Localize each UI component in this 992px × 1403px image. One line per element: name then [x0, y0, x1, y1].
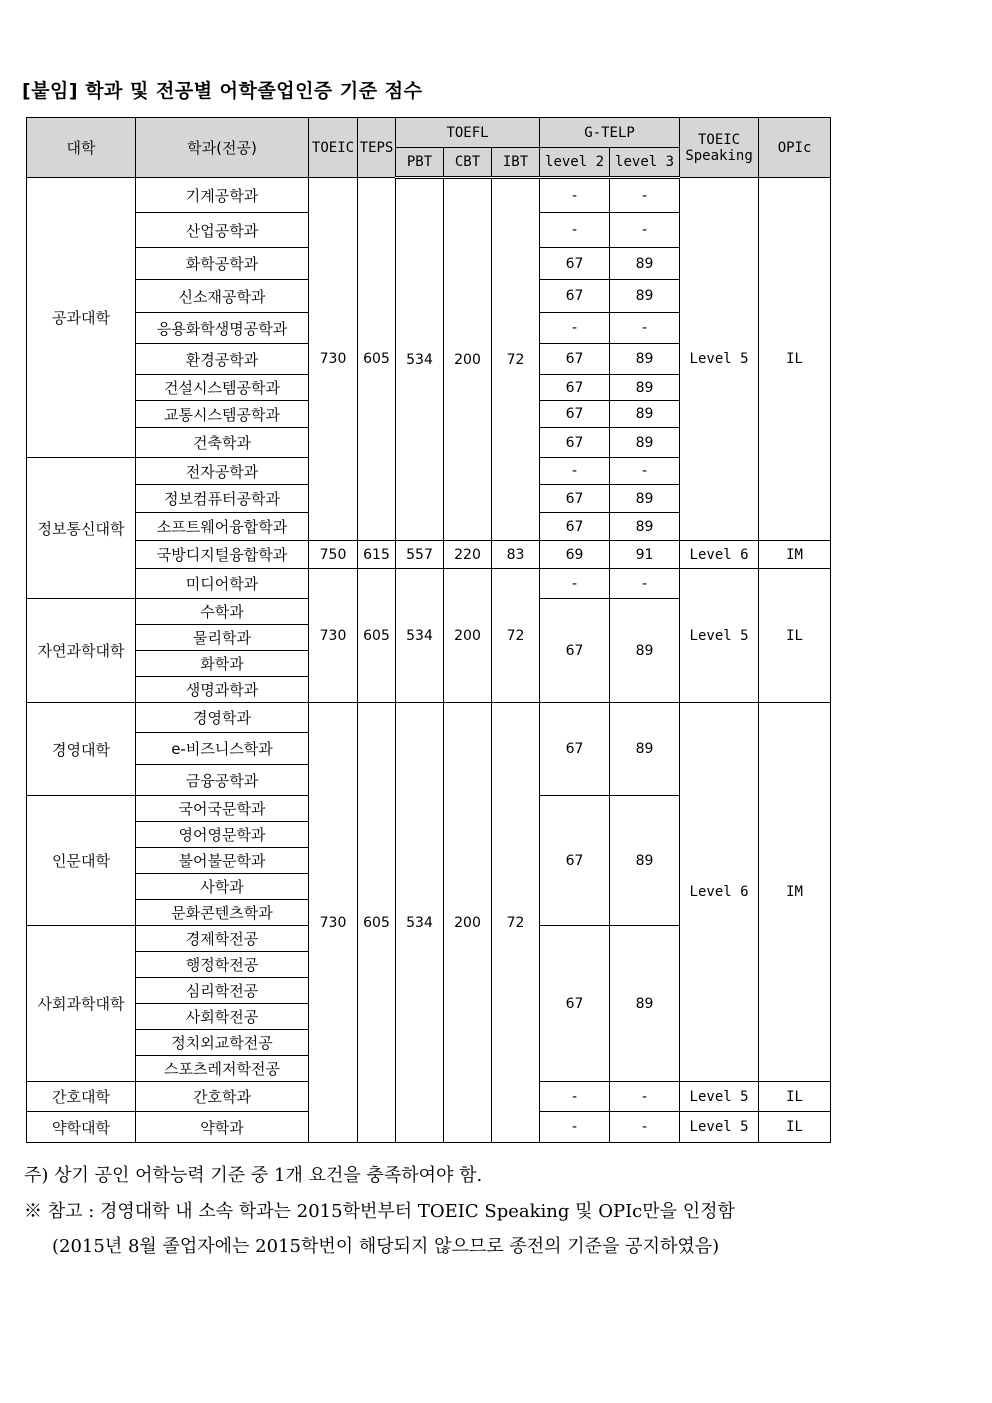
level2-cell: -	[540, 1112, 610, 1143]
speaking-cell: Level 5	[680, 1082, 759, 1112]
college-cell: 약학대학	[27, 1112, 136, 1143]
pbt-cell: 534	[396, 703, 444, 1143]
dept-cell: 금융공학과	[136, 765, 309, 796]
header-toeic-speaking: TOEIC Speaking	[680, 118, 759, 178]
dept-cell: 물리학과	[136, 625, 309, 651]
dept-cell: 교통시스템공학과	[136, 401, 309, 428]
speaking-cell: Level 5	[680, 178, 759, 541]
dept-cell: 간호학과	[136, 1082, 309, 1112]
header-college: 대학	[27, 118, 136, 178]
level3-cell: -	[610, 569, 680, 599]
ibt-cell: 72	[492, 178, 540, 541]
dept-cell: 심리학전공	[136, 978, 309, 1004]
level3-cell: 89	[610, 796, 680, 926]
teps-cell: 605	[358, 569, 396, 703]
dept-cell: 환경공학과	[136, 344, 309, 375]
header-level2: level 2	[540, 148, 610, 178]
dept-cell: 경제학전공	[136, 926, 309, 952]
level2-cell: 67	[540, 428, 610, 458]
table-row	[27, 541, 831, 569]
dept-cell: 약학과	[136, 1112, 309, 1143]
header-pbt: PBT	[396, 148, 444, 178]
level2-cell: 67	[540, 401, 610, 428]
dept-cell: 응용화학생명공학과	[136, 313, 309, 344]
level3-cell: 89	[610, 428, 680, 458]
dept-cell: 화학과	[136, 651, 309, 677]
teps-cell: 605	[358, 178, 396, 541]
toeic-cell: 750	[309, 541, 358, 569]
level3-cell: -	[610, 458, 680, 485]
header-toefl: TOEFL	[396, 118, 540, 148]
header-ibt: IBT	[492, 148, 540, 178]
opic-cell: IL	[759, 1082, 831, 1112]
header-level3: level 3	[610, 148, 680, 178]
dept-cell: 사학과	[136, 874, 309, 900]
level2-cell: -	[540, 213, 610, 248]
dept-cell: 건설시스템공학과	[136, 375, 309, 401]
dept-cell: 정보컴퓨터공학과	[136, 485, 309, 513]
cbt-cell: 200	[444, 703, 492, 1143]
level2-cell: 67	[540, 248, 610, 280]
level2-cell: -	[540, 458, 610, 485]
level3-cell: -	[610, 1082, 680, 1112]
header-opic: OPIc	[759, 118, 831, 178]
cbt-cell: 220	[444, 541, 492, 569]
college-cell: 인문대학	[27, 796, 136, 926]
level2-cell: -	[540, 313, 610, 344]
level2-cell: 67	[540, 344, 610, 375]
level3-cell: -	[610, 213, 680, 248]
page-title: [붙임] 학과 및 전공별 어학졸업인증 기준 점수	[22, 80, 423, 102]
dept-cell: 수학과	[136, 599, 309, 625]
ibt-cell: 72	[492, 703, 540, 1143]
college-cell: 공과대학	[27, 178, 136, 458]
level3-cell: -	[610, 1112, 680, 1143]
level3-cell: 89	[610, 401, 680, 428]
level3-cell: -	[610, 313, 680, 344]
speaking-cell: Level 6	[680, 541, 759, 569]
level3-cell: 89	[610, 280, 680, 313]
table-row	[27, 703, 831, 733]
opic-cell: IL	[759, 178, 831, 541]
reference-note: ※ 참고 : 경영대학 내 소속 학과는 2015학번부터 TOEIC Speaking 및 OPIc만을 인정함	[24, 1201, 735, 1222]
dept-cell: 소프트웨어융합학과	[136, 513, 309, 541]
dept-cell: 국어국문학과	[136, 796, 309, 822]
dept-cell: 경영학과	[136, 703, 309, 733]
dept-cell: 전자공학과	[136, 458, 309, 485]
level3-cell: 91	[610, 541, 680, 569]
opic-cell: IM	[759, 703, 831, 1082]
level2-cell: 67	[540, 513, 610, 541]
dept-cell: 불어불문학과	[136, 848, 309, 874]
table-row	[27, 569, 831, 599]
toeic-cell: 730	[309, 703, 358, 1143]
header-gtelp: G-TELP	[540, 118, 680, 148]
level2-cell: 67	[540, 703, 610, 796]
pbt-cell: 534	[396, 569, 444, 703]
level3-cell: 89	[610, 926, 680, 1082]
ibt-cell: 72	[492, 569, 540, 703]
level2-cell: 69	[540, 541, 610, 569]
college-cell: 정보통신대학	[27, 458, 136, 599]
table-row	[27, 178, 831, 213]
level3-cell: 89	[610, 513, 680, 541]
dept-cell: 영어영문학과	[136, 822, 309, 848]
college-cell: 자연과학대학	[27, 599, 136, 703]
header-cbt: CBT	[444, 148, 492, 178]
speaking-cell: Level 5	[680, 569, 759, 703]
toeic-cell: 730	[309, 178, 358, 541]
level2-cell: 67	[540, 796, 610, 926]
level3-cell: 89	[610, 248, 680, 280]
teps-cell: 605	[358, 703, 396, 1143]
level3-cell: 89	[610, 599, 680, 703]
dept-cell: e-비즈니스학과	[136, 733, 309, 765]
dept-cell: 신소재공학과	[136, 280, 309, 313]
dept-cell: 사회학전공	[136, 1004, 309, 1030]
pbt-cell: 534	[396, 178, 444, 541]
level2-cell: -	[540, 1082, 610, 1112]
dept-cell: 산업공학과	[136, 213, 309, 248]
opic-cell: IM	[759, 541, 831, 569]
level2-cell: 67	[540, 599, 610, 703]
reference-note-detail: (2015년 8월 졸업자에는 2015학번이 해당되지 않으므로 종전의 기준을 공지하였음)	[52, 1236, 720, 1257]
level3-cell: 89	[610, 703, 680, 796]
teps-cell: 615	[358, 541, 396, 569]
dept-cell: 행정학전공	[136, 952, 309, 978]
header-dept: 학과(전공)	[136, 118, 309, 178]
speaking-cell: Level 5	[680, 1112, 759, 1143]
pbt-cell: 557	[396, 541, 444, 569]
cbt-cell: 200	[444, 569, 492, 703]
dept-cell: 생명과학과	[136, 677, 309, 703]
dept-cell: 화학공학과	[136, 248, 309, 280]
speaking-cell: Level 6	[680, 703, 759, 1082]
dept-cell: 미디어학과	[136, 569, 309, 599]
footnote: 주) 상기 공인 어학능력 기준 중 1개 요건을 충족하여야 함.	[24, 1165, 483, 1186]
header-teps: TEPS	[358, 118, 396, 178]
college-cell: 간호대학	[27, 1082, 136, 1112]
dept-cell: 건축학과	[136, 428, 309, 458]
cbt-cell: 200	[444, 178, 492, 541]
level3-cell: 89	[610, 375, 680, 401]
score-table	[26, 117, 831, 1143]
opic-cell: IL	[759, 1112, 831, 1143]
level3-cell: -	[610, 178, 680, 213]
dept-cell: 스포츠레저학전공	[136, 1056, 309, 1082]
college-cell: 경영대학	[27, 703, 136, 796]
dept-cell: 기계공학과	[136, 178, 309, 213]
header-toeic: TOEIC	[309, 118, 358, 178]
toeic-cell: 730	[309, 569, 358, 703]
level2-cell: 67	[540, 485, 610, 513]
level2-cell: -	[540, 569, 610, 599]
college-cell: 사회과학대학	[27, 926, 136, 1082]
level3-cell: 89	[610, 344, 680, 375]
level2-cell: 67	[540, 280, 610, 313]
level3-cell: 89	[610, 485, 680, 513]
level2-cell: -	[540, 178, 610, 213]
dept-cell: 국방디지털융합학과	[136, 541, 309, 569]
level2-cell: 67	[540, 926, 610, 1082]
ibt-cell: 83	[492, 541, 540, 569]
opic-cell: IL	[759, 569, 831, 703]
dept-cell: 문화콘텐츠학과	[136, 900, 309, 926]
level2-cell: 67	[540, 375, 610, 401]
dept-cell: 정치외교학전공	[136, 1030, 309, 1056]
